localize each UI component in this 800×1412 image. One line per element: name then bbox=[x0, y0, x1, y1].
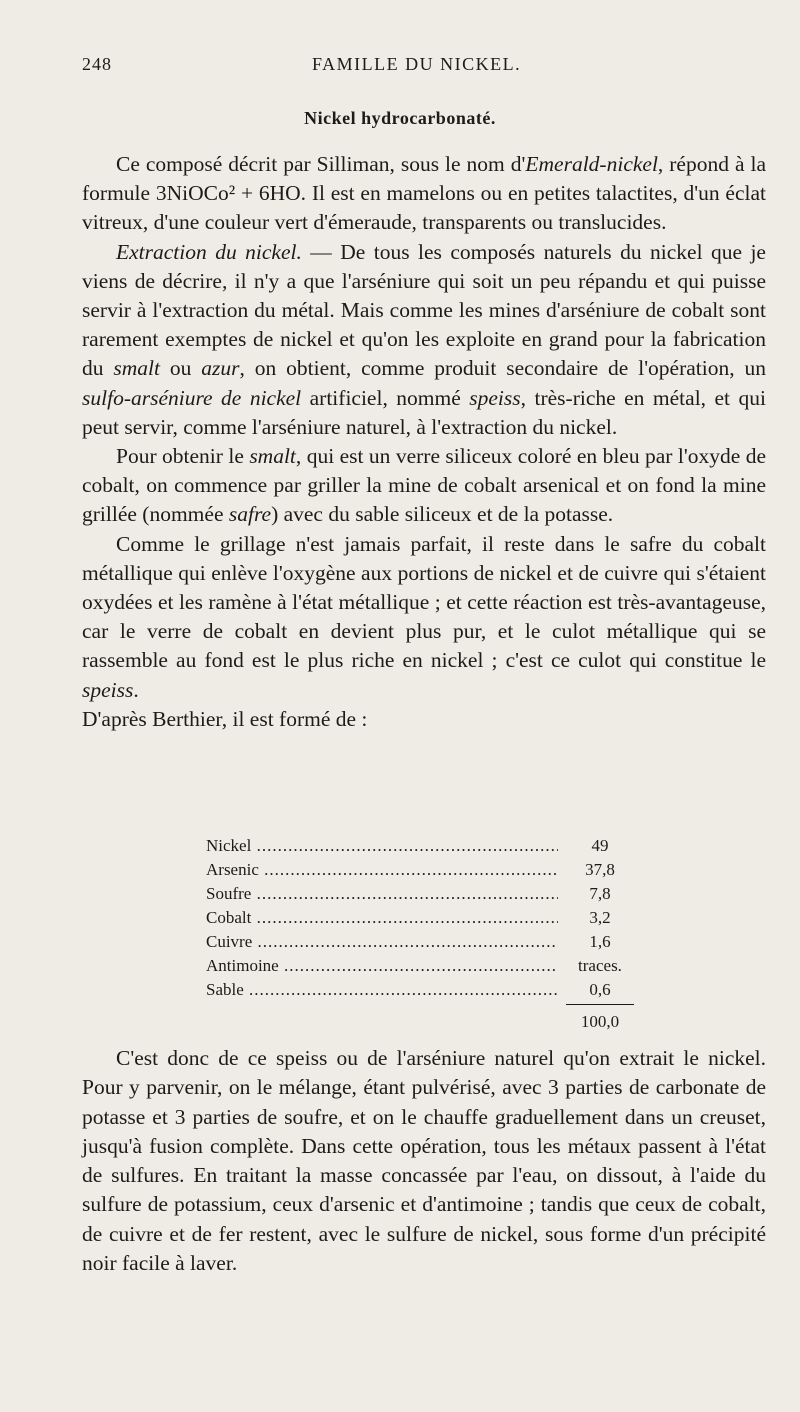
table-row: Arsenic ..... 37,8 bbox=[206, 858, 646, 882]
composition-total: 100,0 bbox=[580, 1012, 620, 1031]
composition-table bbox=[206, 834, 646, 1031]
page-header bbox=[82, 54, 682, 80]
paragraph-speiss-extraction: C'est donc de ce speiss ou de l'arséniure naturel qu'on extrait le nickel. Pour y parvenir, on le mélange, étant pulvérisé, avec 3 parties de carbonate de potasse et 3 parties de soufre, et on le chauffe graduellement dans un creuset, jusqu'à fusion complète. Dans cette opération, tous les métaux passent à l'état de sulfures. En traitant la masse concassée par l'eau, on dissout, à l'aide du sulfure de potassium, ceux d'arsenic et d'antimoine ; tandis que ceux de cobalt, de cuivre et de fer restent, avec le sulfure de nickel, sous forme d'un précipité noir facile à laver. bbox=[82, 1046, 766, 1276]
table-row: Cobalt ..... 3,2 bbox=[206, 906, 646, 930]
table-row: Nickel ..... 49 bbox=[206, 834, 646, 858]
page-number: 248 bbox=[82, 54, 112, 74]
running-title: FAMILLE DU NICKEL. bbox=[312, 54, 522, 74]
paragraph-emerald-nickel: Ce composé décrit par Silliman, sous le nom d'Emerald-nickel, répond à la formule 3NiOCo² + 6HO. Il est en mamelons ou en petites talactites, d'un éclat vitreux, d'une couleur vert d'émeraude, transparents ou translucides. bbox=[82, 152, 766, 235]
subsection-title: Extraction du nickel. bbox=[116, 239, 302, 264]
table-row: Soufre ..... 7,8 bbox=[206, 882, 646, 906]
body-text-top bbox=[82, 150, 766, 734]
paragraph-extraction: Extraction du nickel. — De tous les composés naturels du nickel que je viens de décrire, il n'y a que l'arséniure qui soit un peu répandu et qui puisse servir à l'extraction du métal. Mais comme les mines d'arséniure de cobalt sont rarement exemptes de nickel et qu'on les exploite en grand pour la fabrication du smalt ou azur, on obtient, comme produit secondaire de l'opération, un sulfo-arséniure de nickel artificiel, nommé speiss, très-riche en métal, et qui peut servir, comme l'arséniure naturel, à l'extraction du nickel. bbox=[82, 239, 767, 439]
paragraph-berthier: D'après Berthier, il est formé de : bbox=[82, 706, 368, 731]
paragraph-smalt: Pour obtenir le smalt, qui est un verre siliceux coloré en bleu par l'oxyde de cobalt, on commence par griller la mine de cobalt arsenical et on fond la mine grillée (nommée safre) avec du sable siliceux et de la potasse. bbox=[82, 444, 766, 527]
table-row: Antimoine ..... traces. bbox=[206, 954, 646, 978]
table-row: Sable ..... 0,6 bbox=[206, 978, 646, 1002]
table-row: Cuivre ..... 1,6 bbox=[206, 930, 646, 954]
body-text-bottom bbox=[82, 1044, 766, 1278]
paragraph-grillage: Comme le grillage n'est jamais parfait, il reste dans le safre du cobalt métallique qui enlève l'oxygène aux portions de nickel et de cuivre qui s'étaient oxydées et les ramène à l'état métallique ; et cette réaction est très-avantageuse, car le verre de cobalt en devient plus pur, et le culot métallique qui se rassemble au fond est le plus riche en nickel ; c'est ce culot qui constitue le speiss. bbox=[82, 531, 766, 702]
section-title: Nickel hydrocarbonaté. bbox=[304, 108, 496, 128]
sum-rule bbox=[566, 1004, 634, 1005]
